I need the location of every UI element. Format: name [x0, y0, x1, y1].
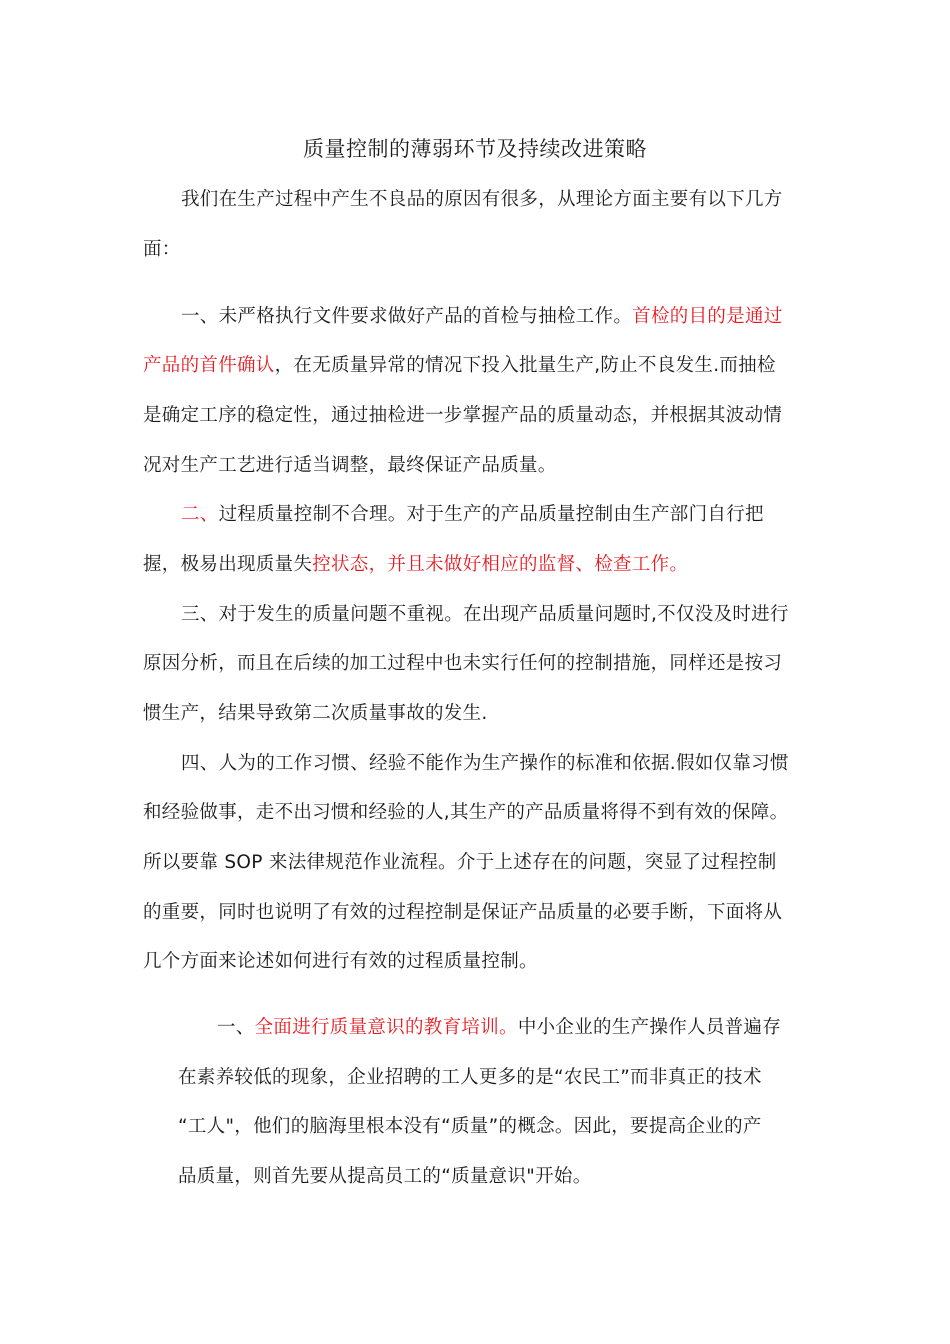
highlight-text: 控状态，并且未做好相应的监督、检查工作。 — [312, 554, 689, 575]
body-text: 过程质量控制不合理。对于生产的产品质量控制由生产部门自行把 — [218, 504, 764, 525]
paragraph-line: 品质量，则首先要从提高员工的“质量意识"开始。 — [178, 1166, 592, 1187]
paragraph-line: 和经验做事，走不出习惯和经验的人,其生产的产品质量将得不到有效的保障。 — [143, 802, 789, 823]
paragraph-line: 面： — [143, 239, 181, 260]
paragraph-line — [143, 351, 776, 381]
paragraph-line — [217, 1013, 781, 1043]
highlight-text: 产品的首件确认 — [143, 355, 275, 376]
paragraph-line: 在素养较低的现象，企业招聘的工人更多的是“农民工”而非真正的技术 — [178, 1067, 762, 1088]
body-text: 握，极易出现质量失 — [143, 554, 313, 575]
body-text: ，在无质量异常的情况下投入批量生产,防止不良发生.而抽检 — [274, 355, 776, 376]
highlight-text: 首检的目的是通过 — [632, 306, 783, 327]
paragraph-line: “工人"，他们的脑海里根本没有“质量”的概念。因此，要提高企业的产 — [178, 1116, 762, 1137]
item-2-number: 二、 — [181, 504, 219, 525]
paragraph-line: 是确定工序的稳定性，通过抽检进一步掌握产品的质量动态，并根据其波动情 — [143, 405, 783, 426]
paragraph-line — [181, 302, 783, 332]
paragraph-line: 况对生产工艺进行适当调整，最终保证产品质量。 — [143, 455, 557, 476]
paragraph-line: 所以要靠 SOP 来法律规范作业流程。介于上述存在的问题，突显了过程控制 — [143, 852, 777, 873]
paragraph-line: 三、对于发生的质量问题不重视。在出现产品质量问题时,不仅没及时进行 — [181, 604, 789, 625]
paragraph-line: 几个方面来论述如何进行有效的过程质量控制。 — [143, 951, 538, 972]
highlight-text: 全面进行质量意识的教育培训。 — [254, 1017, 518, 1038]
paragraph-line: 原因分析，而且在后续的加工过程中也未实行任何的控制措施，同样还是按习 — [143, 653, 783, 674]
paragraph-line: 四、人为的工作习惯、经验不能作为生产操作的标准和依据.假如仅靠习惯 — [181, 753, 789, 774]
paragraph-line: 我们在生产过程中产生不良品的原因有很多，从理论方面主要有以下几方 — [181, 189, 783, 210]
section-1-number: 一、 — [217, 1017, 255, 1038]
body-text: 中小企业的生产操作人员普遍存 — [517, 1017, 782, 1038]
paragraph-line: 惯生产，结果导致第二次质量事故的发生. — [143, 703, 488, 724]
paragraph-line — [181, 500, 764, 530]
item-1-heading: 一、未严格执行文件要求做好产品的首检与抽检工作。 — [181, 306, 633, 327]
paragraph-line — [143, 550, 688, 580]
document-title: 质量控制的薄弱环节及持续改进策略 — [303, 137, 647, 161]
paragraph-line: 的重要，同时也说明了有效的过程控制是保证产品质量的必要手断，下面将从 — [143, 902, 783, 923]
